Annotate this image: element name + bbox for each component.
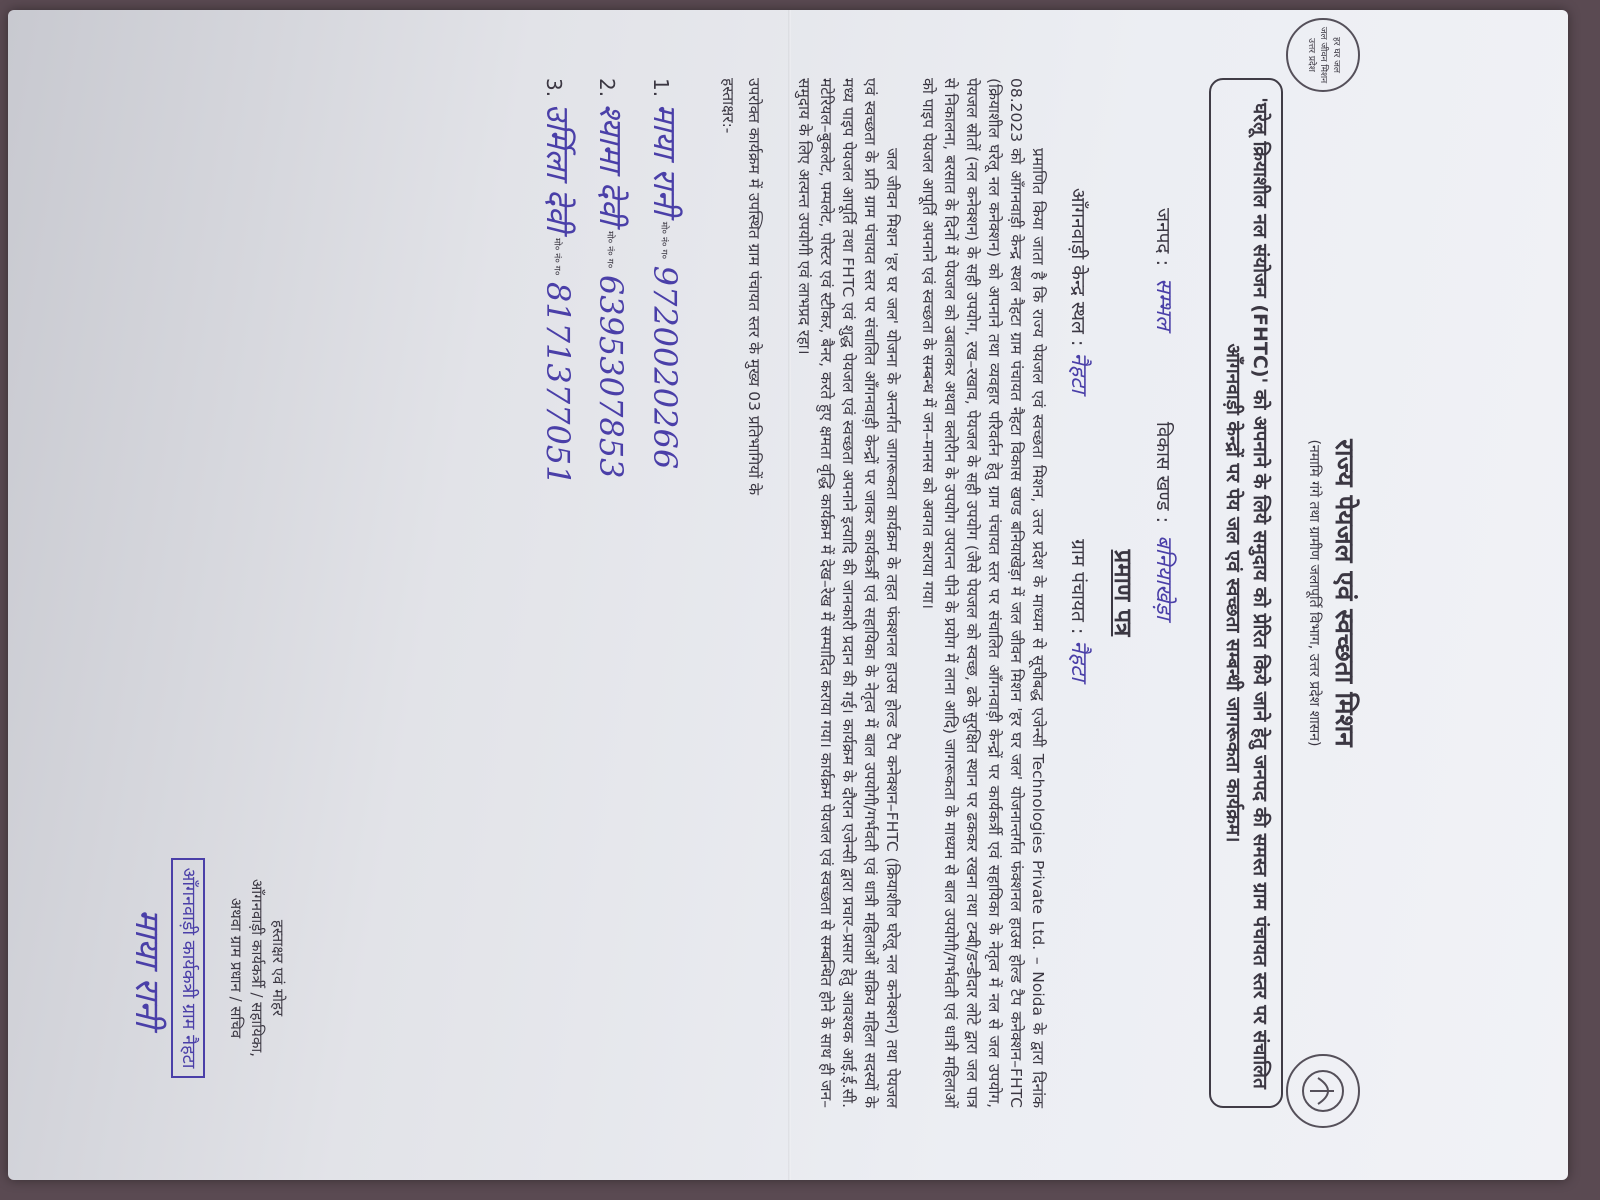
logo-text: हर घर जल जल जीवन मिशन उत्तर प्रदेश	[1305, 26, 1342, 84]
district-label: जनपद :	[1152, 208, 1175, 266]
har-ghar-jal-logo	[1286, 18, 1360, 92]
mission-subtitle: (नमामि गंगे तथा ग्रामीण जलापूर्ति विभाग, उत्तर प्रदेश शासन)	[1306, 439, 1323, 747]
block-value: बनियाखेड़ा	[1151, 535, 1177, 620]
centre-panchayat-row	[1063, 188, 1094, 1168]
signatory-mobile: 6395307853	[592, 274, 631, 479]
signatory-name: माया रानी	[645, 103, 684, 216]
signatory-mobile: 8171377051	[538, 281, 577, 486]
mobile-label: मो० नं० ग०	[551, 238, 562, 276]
signatory-number: 1.	[648, 78, 673, 98]
block-label: विकास खण्ड :	[1152, 421, 1175, 523]
mobile-label: मो० नं० ग०	[658, 221, 669, 260]
signatory-mobile: 9720020266	[645, 265, 684, 470]
official-stamp: आँगनवाड़ी कार्यकत्री ग्राम नैहटा	[171, 858, 205, 1079]
signatory-row	[534, 78, 579, 1168]
signature-label: हस्ताक्षर:-	[718, 78, 737, 134]
signatory-number: 3.	[541, 78, 566, 98]
signatory-row	[641, 78, 686, 1168]
stamp-caption: हस्ताक्षर एवं मोहर आँगनवाड़ी कार्यकर्त्री / सहायिका, अथवा ग्राम प्रधान / सचिव	[227, 878, 287, 1058]
certificate-document	[28, 18, 1368, 1168]
mission-title: राज्य पेयजल एवं स्वच्छता मिशन	[1329, 439, 1359, 747]
paragraph-2: जल जीवन मिशन 'हर घर जल' योजना के अन्तर्गत जागरूकता कार्यक्रम के तहत फंक्शनल हाउस होल्ड टैप कनेक्शन–FHTC (क्रियाशील घरेलू नल कनेक्शन) तथा पेयजल एवं स्वच्छता के प्रति ग्राम पंचायत स्तर पर संचालित आँगनवाड़ी केन्द्रों पर जाकर कार्यकर्त्री एवं सहायिका के नेतृत्व में बाल उपयोगी/गर्भवती एवं धात्री महिलाओं सक्रिय महिला सदस्यों के मध्य पाइप पेयजल आपूर्ति तथा FHTC एवं शुद्ध पेयजल एवं स्वच्छता अपनाने इत्यादि की जानकारी प्रदान की गई। कार्यक्रम के दौरान एजेन्सी द्वारा प्रचार–प्रसार हेतु आवश्यक आई.ई.सी. मटेरियल–बुकलेट, पम्पलेट, पोस्टर एवं स्टीकर, बैनर, करते हुए क्षमता वृद्धि कार्यक्रम में देख–रेख में सम्पादित कराया गया। कार्यक्रम पेयजल एवं स्वच्छता से सम्बन्धित होने के साथ ही जन–समुदाय के लिए अत्यन्त उपयोगी एवं लाभप्रद रहा।	[794, 78, 901, 1108]
signatory-name: उर्मिला देवी	[538, 103, 577, 232]
stamp-block	[123, 758, 288, 1178]
stamp-signature: माया रानी	[127, 908, 168, 1028]
signatory-name: श्यामा देवी	[592, 103, 631, 225]
certificate-title: प्रमाण पत्र	[1109, 549, 1138, 637]
district-value: सम्भल	[1151, 278, 1177, 330]
state-emblem-icon	[1286, 1054, 1360, 1128]
district-block-row	[1148, 208, 1179, 1168]
paragraph-1: प्रमाणित किया जाता है कि राज्य पेयजल एवं स्वच्छता मिशन, उत्तर प्रदेश के माध्यम से सूचीबद्ध एजेन्सी Technologies Private Ltd. – Noida के द्वारा दिनांक 08.2023 को आँगनवाड़ी केन्द्र स्थल नैहटा ग्राम पंचायत नैहटा विकास खण्ड बनियाखेड़ा में जल जीवन मिशन 'हर घर जल' योजनान्तर्गत फंक्शनल हाउस होल्ड टैप कनेक्शन–FHTC (क्रियाशील घरेलू नल कनेक्शन) को अपनाने तथा व्यवहार परिवर्तन हेतु ग्राम पंचायत स्तर पर संचालित आँगनवाड़ी केन्द्रों पर कार्यकर्त्री एवं सहायिका के नेतृत्व में नल से जल उपयोग, पेयजल स्रोतों (नल कनेक्शन) के सही उपयोग, रख–रखाव, पेयजल के सही उपयोग (जैसे पेयजल को स्वच्छ, ढके सुरक्षित स्थान पर ढककर रखना तथा टम्बी/डन्डीदार लोटे द्वारा जल पात्र से निकालना, बरसात के दिनों में पेयजल को उबालकर अथवा क्लोरीन के उपयोग उपरान्त पीने के प्रयोग में लाना आदि) जागरूकता के माध्यम से बाल उपयोगी/गर्भवती एवं धात्री महिलाओं को पाइप पेयजल आपूर्ति अपनाने एवं स्वच्छता के सम्बन्ध में जन–मानस को अवगत कराया गया।	[918, 78, 1047, 1108]
panchayat-value: नैहटा	[1065, 640, 1091, 681]
centre-label: आँगनवाड़ी केन्द्र स्थल :	[1066, 188, 1089, 347]
panchayat-label: ग्राम पंचायत :	[1066, 539, 1089, 635]
centre-value: नैहटा	[1065, 352, 1091, 394]
program-title-box: 'घरेलू क्रियाशील नल संयोजन (FHTC)' को अपनाने के लिये समुदाय को प्रेरित किये जाने हेतु जनपद की समस्त ग्राम पंचायत स्तर पर संचालित आँगनवाड़ी केन्द्रों पर पेय जल एवं स्वच्छता सम्बन्धी जागरूकता कार्यक्रम।	[1209, 78, 1283, 1108]
signatory-list	[534, 78, 686, 1168]
summary-text: उपरोक्त कार्यक्रम में उपस्थित ग्राम पंचायत स्तर के मुख्य 03 प्रतिभागियों के	[744, 78, 763, 496]
signatory-number: 2.	[595, 78, 620, 98]
header	[1303, 18, 1368, 1168]
signatory-row	[588, 78, 633, 1168]
paper-sheet	[8, 10, 1568, 1180]
mobile-label: मो० नं० ग०	[604, 230, 615, 269]
